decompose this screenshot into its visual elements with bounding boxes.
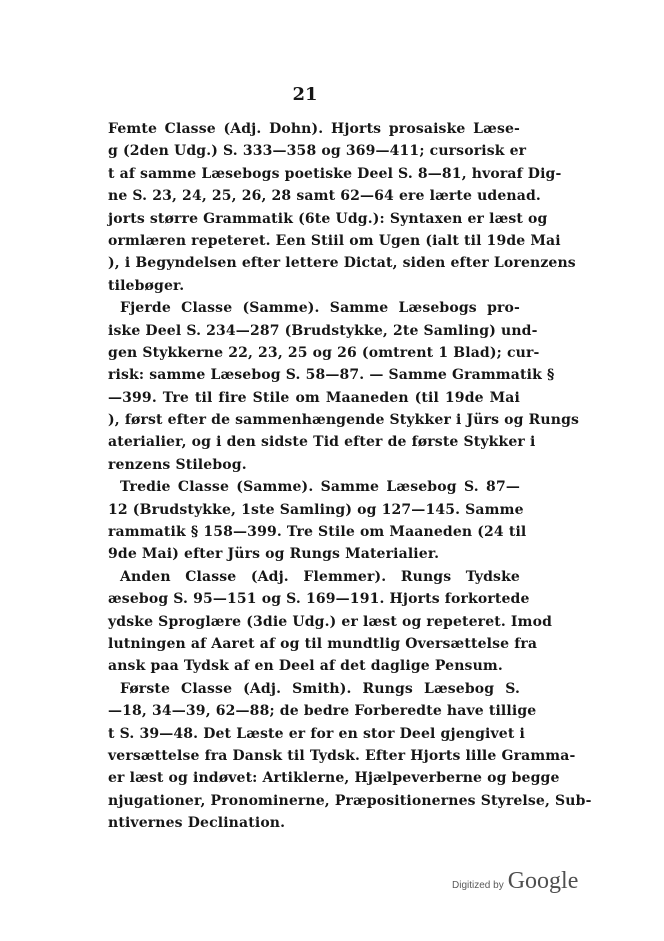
google-logo: Google xyxy=(507,868,579,894)
text-line: Fjerde Classe (Samme). Samme Læsebogs pro- xyxy=(120,300,520,317)
text-line: ansk paa Tydsk af en Deel af det daglige Pensum. xyxy=(108,658,503,675)
text-line: er læst og indøvet: Artiklerne, Hjælpeverberne og begge xyxy=(108,770,560,787)
text-line: Femte Classe (Adj. Dohn). Hjorts prosaiske Læse- xyxy=(108,121,520,137)
text-line: —18, 34—39, 62—88; de bedre Forberedte have tillige xyxy=(108,703,537,720)
text-line: g (2den Udg.) S. 333—358 og 369—411; cursorisk er xyxy=(108,143,527,160)
text-line: lutningen af Aaret af og til mundtlig Oversættelse fra xyxy=(108,635,538,652)
text-line: tilebøger. xyxy=(108,277,185,294)
text-line: njugationer, Pronominerne, Præpositionernes Styrelse, Sub- xyxy=(108,792,592,809)
text-line: Anden Classe (Adj. Flemmer). Rungs Tydske xyxy=(120,568,520,585)
page-number: 21 xyxy=(292,84,318,105)
text-line: aterialier, og i den sidste Tid efter de første Stykker i xyxy=(108,434,536,451)
text-line: ), i Begyndelsen efter lettere Dictat, siden efter Lorenzens xyxy=(108,255,576,272)
text-line: risk: samme Læsebog S. 58—87. — Samme Grammatik § xyxy=(108,367,555,384)
text-line: ydske Sproglære (3die Udg.) er læst og repeteret. Imod xyxy=(108,613,553,630)
text-line: 12 (Brudstykke, 1ste Samling) og 127—145. Samme xyxy=(108,501,524,518)
text-line: jorts større Grammatik (6te Udg.): Syntaxen er læst og xyxy=(108,210,548,227)
text-line: rammatik § 158—399. Tre Stile om Maaneden (24 til xyxy=(108,524,527,541)
text-line: t S. 39—48. Det Læste er for en stor Deel gjengivet i xyxy=(108,725,525,742)
text-line: —399. Tre til fire Stile om Maaneden (til 19de Mai xyxy=(108,389,520,406)
text-line: t af samme Læsebogs poetiske Deel S. 8—81, hvoraf Dig- xyxy=(108,165,562,182)
text-line: iske Deel S. 234—287 (Brudstykke, 2te Samling) und- xyxy=(108,322,538,339)
text-line: ), først efter de sammenhængende Stykker i Jürs og Rungs xyxy=(108,412,580,429)
digitization-watermark xyxy=(452,868,578,895)
body-text xyxy=(108,118,592,835)
text-line: æsebog S. 95—151 og S. 169—191. Hjorts forkortede xyxy=(108,591,530,608)
text-line: renzens Stilebog. xyxy=(108,456,247,473)
text-line: 9de Mai) efter Jürs og Rungs Materialier. xyxy=(108,546,440,563)
text-line: versættelse fra Dansk til Tydsk. Efter Hjorts lille Gramma- xyxy=(108,747,576,764)
text-line: gen Stykkerne 22, 23, 25 og 26 (omtrent 1 Blad); cur- xyxy=(108,344,540,361)
text-line: Første Classe (Adj. Smith). Rungs Læsebog S. xyxy=(120,680,520,697)
text-line: ne S. 23, 24, 25, 26, 28 samt 62—64 ere lærte udenad. xyxy=(108,188,541,205)
watermark-prefix: Digitized by xyxy=(452,880,504,891)
text-line: ormlæren repeteret. Een Stiil om Ugen (ialt til 19de Mai xyxy=(108,232,561,249)
text-line: Tredie Classe (Samme). Samme Læsebog S. 87— xyxy=(120,479,520,496)
text-line: ntivernes Declination. xyxy=(108,815,286,832)
